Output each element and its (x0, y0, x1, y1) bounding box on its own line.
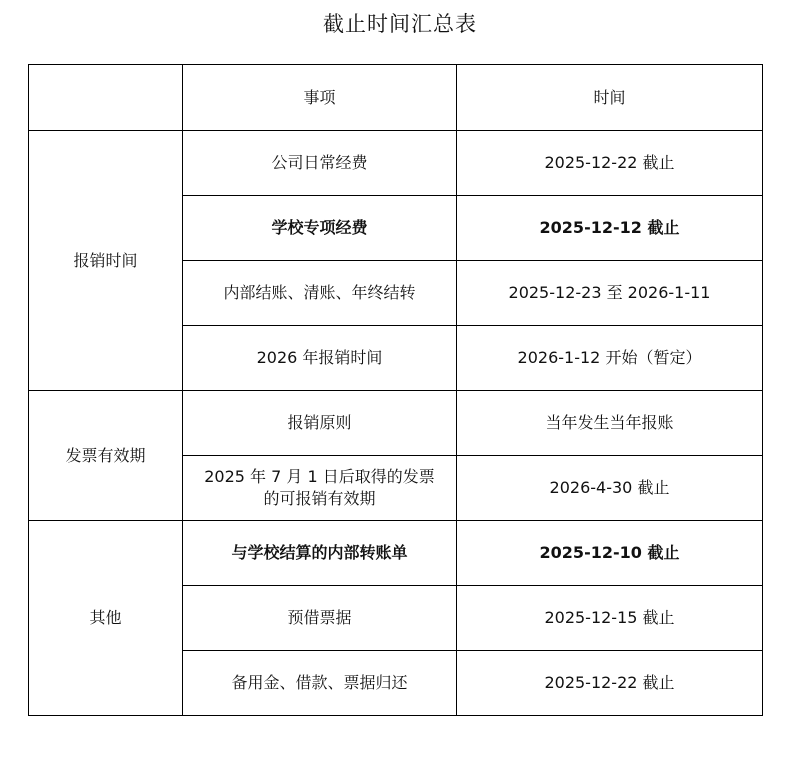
item-cell (183, 456, 457, 521)
category-cell-invoice-validity: 发票有效期 (29, 391, 183, 521)
time-cell: 当年发生当年报账 (457, 391, 763, 456)
item-cell: 学校专项经费 (183, 196, 457, 261)
item-cell: 与学校结算的内部转账单 (183, 521, 457, 586)
time-cell: 2026-1-12 开始（暂定） (457, 326, 763, 391)
deadline-summary-table (28, 64, 763, 716)
table-header-row (29, 65, 763, 131)
table-row (29, 521, 763, 586)
item-cell: 报销原则 (183, 391, 457, 456)
time-cell: 2026-4-30 截止 (457, 456, 763, 521)
item-cell: 备用金、借款、票据归还 (183, 651, 457, 716)
item-cell: 公司日常经费 (183, 131, 457, 196)
page-title: 截止时间汇总表 (323, 12, 477, 36)
item-cell: 预借票据 (183, 586, 457, 651)
time-cell: 2025-12-22 截止 (457, 131, 763, 196)
header-item-cell: 事项 (183, 65, 457, 131)
item-cell-line: 的可报销有效期 (263, 489, 376, 508)
item-cell-line: 2025 年 7 月 1 日后取得的发票 (204, 467, 435, 486)
time-cell: 2025-12-12 截止 (457, 196, 763, 261)
item-cell: 2026 年报销时间 (183, 326, 457, 391)
time-cell: 2025-12-15 截止 (457, 586, 763, 651)
time-cell: 2025-12-22 截止 (457, 651, 763, 716)
category-cell-reimbursement: 报销时间 (29, 131, 183, 391)
item-cell: 内部结账、清账、年终结转 (183, 261, 457, 326)
table-row (29, 131, 763, 196)
table-row (29, 391, 763, 456)
time-cell: 2025-12-23 至 2026-1-11 (457, 261, 763, 326)
category-cell-other: 其他 (29, 521, 183, 716)
time-cell: 2025-12-10 截止 (457, 521, 763, 586)
header-time-cell: 时间 (457, 65, 763, 131)
header-category-cell (29, 65, 183, 131)
